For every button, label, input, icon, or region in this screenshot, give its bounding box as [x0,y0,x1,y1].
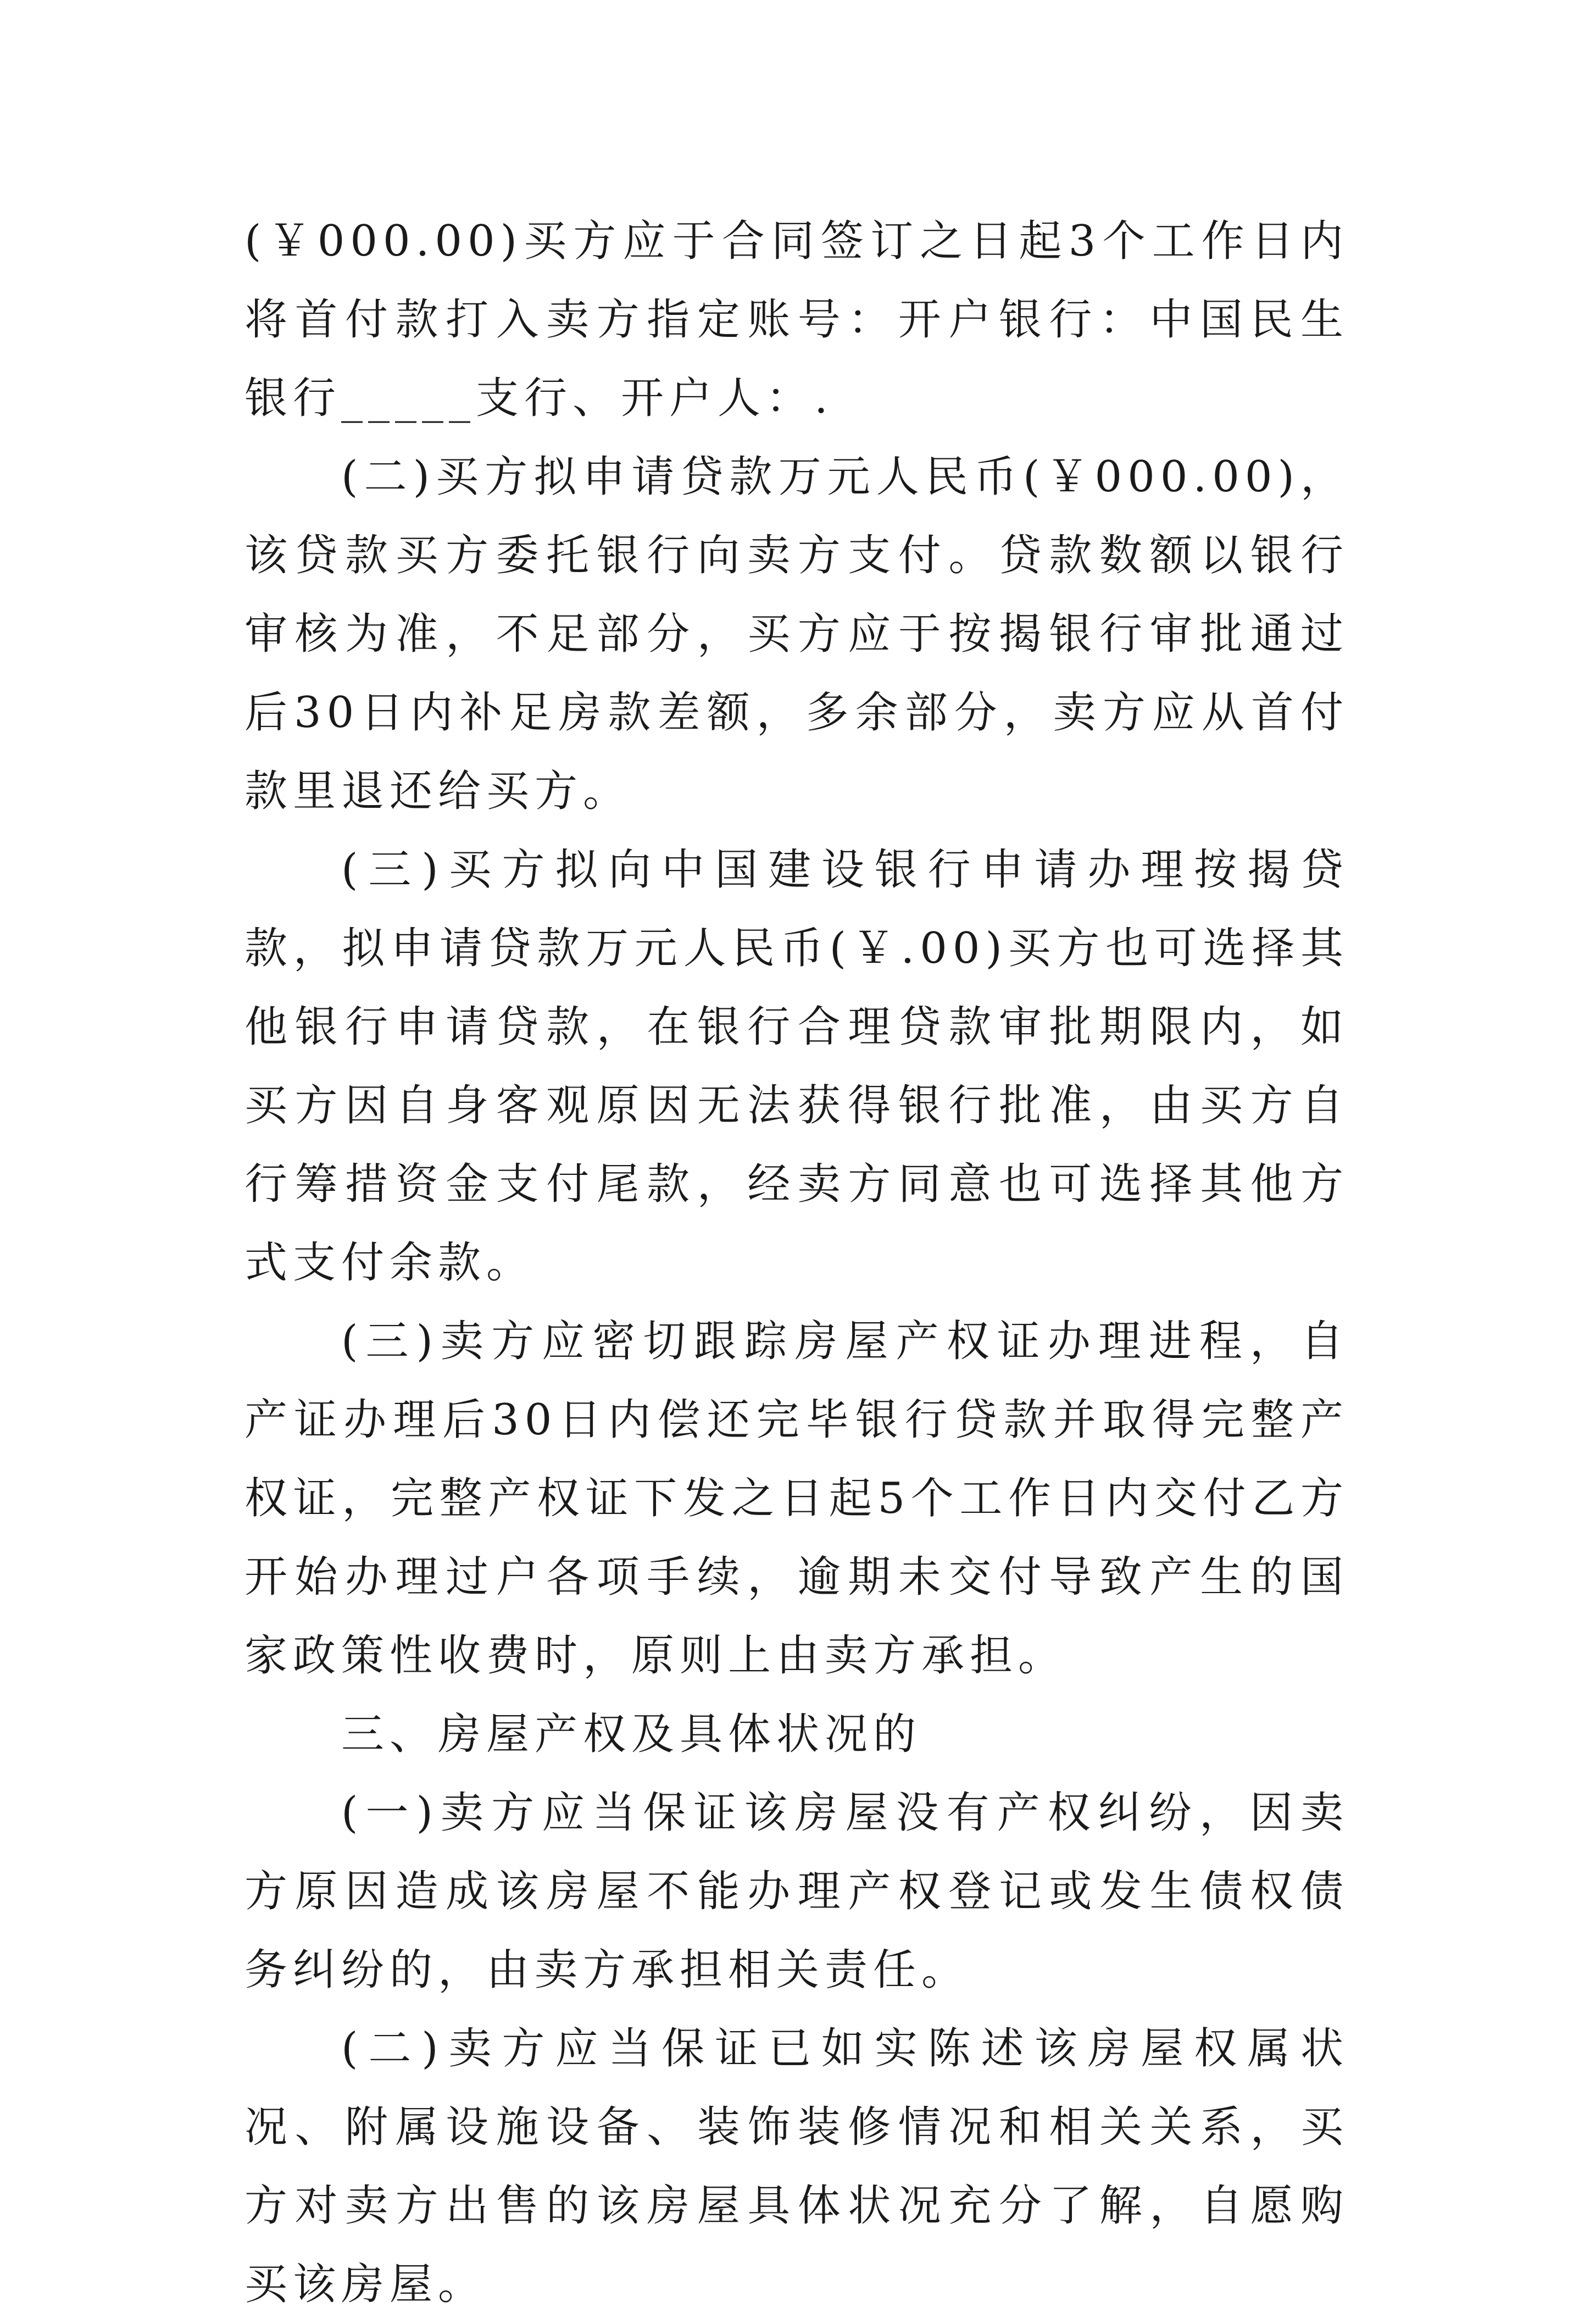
section-heading-property-status: 三、房屋产权及具体状况的 [341,1710,922,1759]
paragraph-no-dispute: (一)卖方应当保证该房屋没有产权纠纷，因卖方原因造成该房屋不能办理产权登记或发生债权债务纠纷的，由卖方承担相关责任。 [244,1788,1349,1995]
paragraph-loan-application: (二)买方拟申请贷款万元人民币(￥000.00)，该贷款买方委托银行向卖方支付。贷款数额以银行审核为准，不足部分，买方应于按揭银行审批通过后30日内补足房款差额，多余部分，卖方应从首付款里退还给买方。 [244,452,1349,816]
paragraph-property-certificate: (三)卖方应密切跟踪房屋产权证办理进程，自产证办理后30日内偿还完毕银行贷款并取得完整产权证，完整产权证下发之日起5个工作日内交付乙方开始办理过户各项手续，逾期未交付导致产生的国家政策性收费时，原则上由卖方承担。 [244,1317,1349,1680]
paragraph-down-payment: (￥000.00)买方应于合同签订之日起3个工作日内将首付款打入卖方指定账号：开户银行：中国民生银行_____支行、开户人：. [244,217,1349,423]
document-body [244,202,1349,2324]
paragraph-mortgage-loan: (三)买方拟向中国建设银行申请办理按揭贷款，拟申请贷款万元人民币(￥.00)买方也可选择其他银行申请贷款，在银行合理贷款审批期限内，如买方因自身客观原因无法获得银行批准，由买方自行筹措资金支付尾款，经卖方同意也可选择其他方式支付余款。 [244,845,1349,1288]
paragraph-truthful-statement: (二)卖方应当保证已如实陈述该房屋权属状况、附属设施设备、装饰装修情况和相关关系，买方对卖方出售的该房屋具体状况充分了解，自愿购买该房屋。 [244,2024,1349,2309]
